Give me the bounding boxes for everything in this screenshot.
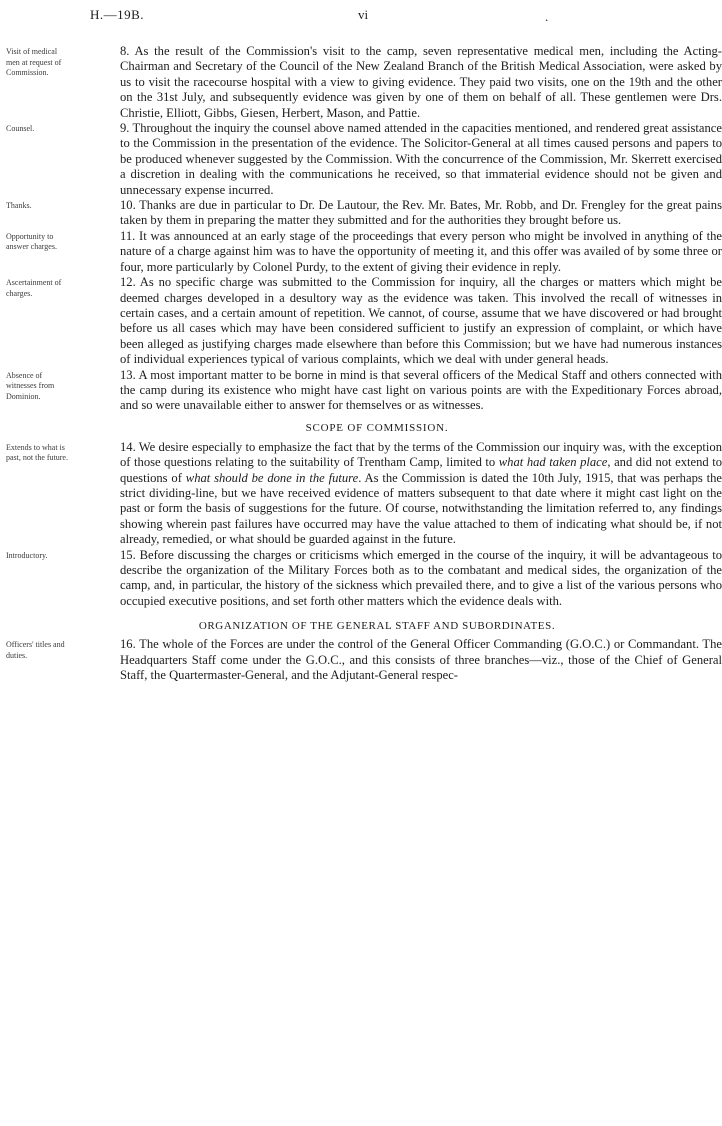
- paragraph-14: [0, 439, 722, 548]
- paragraph-8: [0, 44, 722, 121]
- page-number: vi: [358, 7, 369, 22]
- sidenote-9: Counsel.: [6, 124, 35, 134]
- paragraph-8-text: 8. As the result of the Commission's visit to the camp, seven representative medical men, including the Acting-Chairman and Secretary of the Council of the New Zealand Branch of the British Medical Association, were asked by us to visit the racecourse hospital with a view to giving evidence. They paid two visits, one on the 19th and the other on the 31st July, and subsequently evidence was given by one of them on behalf of all. These gentlemen were Drs. Christie, Elliott, Gibbs, Giesen, Herbert, Mason, and Pattie.: [120, 44, 722, 120]
- header-mark: .: [545, 9, 549, 24]
- paragraph-15: [0, 547, 722, 610]
- paragraph-9: [0, 121, 722, 198]
- page-header: [90, 7, 660, 31]
- paragraph-14-italic-b: what should be done in the future: [185, 470, 359, 485]
- paragraph-9-text: 9. Throughout the inquiry the counsel above named attended in the capacities mentioned, and rendered great assistance to the Commission in the presentation of the evidence. The Solicitor-General at all times caused persons and papers to be produced whenever suggested by the Commission. With the concurrence of the Commission, Mr. Skerrett exercised a discretion in dealing with the communications he received, so that immaterial evidence should not be given and unnecessary expense incurred.: [120, 121, 722, 197]
- paragraph-14-text: [76, 440, 722, 548]
- paragraph-12: [0, 275, 722, 367]
- sidenote-11: Opportunity to answer charges.: [6, 231, 57, 252]
- paragraph-14-part-a: 14. We desire especially to emphasize the fact that by the terms of the Commission our inquiry was, with the exception of those questions relating to the suitability of Trentham Camp, limited to: [120, 439, 722, 470]
- document-reference: H.—19B.: [90, 7, 145, 22]
- sidenote-14: Extends to what is past, not the future.: [6, 442, 68, 463]
- paragraph-15-text: 15. Before discussing the charges or criticisms which emerged in the course of the inquiry, it will be advantageous to describe the organization of the Military Forces both as to the combatant and medical sides, the organization of the camp, and, in particular, the history of the sickness which prevailed there, and to give a list of the various persons who occupied executive positions, and set forth other matters which the evidence deals with.: [120, 547, 722, 608]
- sidenote-15: Introductory.: [6, 550, 48, 560]
- section-heading-scope: SCOPE OF COMMISSION.: [305, 421, 449, 434]
- paragraph-11-text: 11. It was announced at an early stage of the proceedings that every person who might be involved in anything of the nature of a charge against him was to have the opportunity of meeting it, and this offer was availed of by some three or four, more particularly by Colonel Purdy, to the extent of giving their evidence in reply.: [120, 228, 722, 274]
- paragraph-16-text: 16. The whole of the Forces are under the control of the General Officer Commanding (G.O.C.) or Commandant. The Headquarters Staff come under the G.O.C., and this consists of three branches—viz., those of the Chief of General Staff, the Quartermaster-General, and the Adjutant-General respec-: [120, 637, 722, 683]
- sidenote-10: Thanks.: [6, 201, 32, 211]
- paragraph-16: [0, 637, 722, 683]
- page-body: [0, 44, 722, 683]
- paragraph-14-part-b: , and did not extend to questions of: [120, 455, 722, 485]
- paragraph-13: [0, 367, 722, 414]
- paragraph-10: [0, 198, 722, 229]
- paragraph-13-text: 13. A most important matter to be borne in mind is that several officers of the Medical Staff and others connected with the camp during its existence who might have cast light on various points are with the Expeditionary Forces abroad, and so were unavailable either to answer for themselves or as witnesses.: [120, 367, 722, 413]
- paragraph-14-part-c: . As the Commission is dated the 10th July, 1915, that was perhaps the strict dividing-line, but we have received evidence of matters subsequent to that date where it might cast light on the past or form the basis of suggestions for the future. Of course, notwithstanding the limitation referred to, any findings showing wherein past failures have occurred may have the value attached to them of indicating what should be, if not already, remedied, or what should be guarded against in the future.: [120, 470, 722, 547]
- sidenote-13: Absence of witnesses from Dominion.: [6, 370, 55, 401]
- sidenote-12: Ascertainment of charges.: [6, 278, 62, 298]
- paragraph-14-italic-a: what had taken place: [498, 455, 608, 470]
- paragraph-12-text: 12. As no specific charge was submitted to the Commission for inquiry, all the charges or matters which might be deemed charges developed in a desultory way as the evidence was taken. This involved the recall of witnesses in certain cases, and a certain amount of repetition. We cannot, of course, assume that we have discovered or had brought before us all cases which may have been considered sufficient to justify an expression of complaint, or which have been alleged as justifying charges made elsewhere than before this Commission; but we have had numerous instances of individual experiences typical of various complaints, which we deal with under general heads.: [120, 275, 722, 367]
- paragraph-10-text: 10. Thanks are due in particular to Dr. De Lautour, the Rev. Mr. Bates, Mr. Robb, and Dr. Frengley for the great pains taken by them in preparing the matter they submitted and for the authorities they brought before us.: [120, 198, 722, 228]
- paragraph-11: [0, 228, 722, 275]
- sidenote-16: Officers' titles and duties.: [6, 640, 65, 660]
- sidenote-8: Visit of medical men at request of Commission.: [6, 47, 62, 77]
- section-heading-organization: ORGANIZATION OF THE GENERAL STAFF AND SUBORDINATES.: [198, 620, 556, 633]
